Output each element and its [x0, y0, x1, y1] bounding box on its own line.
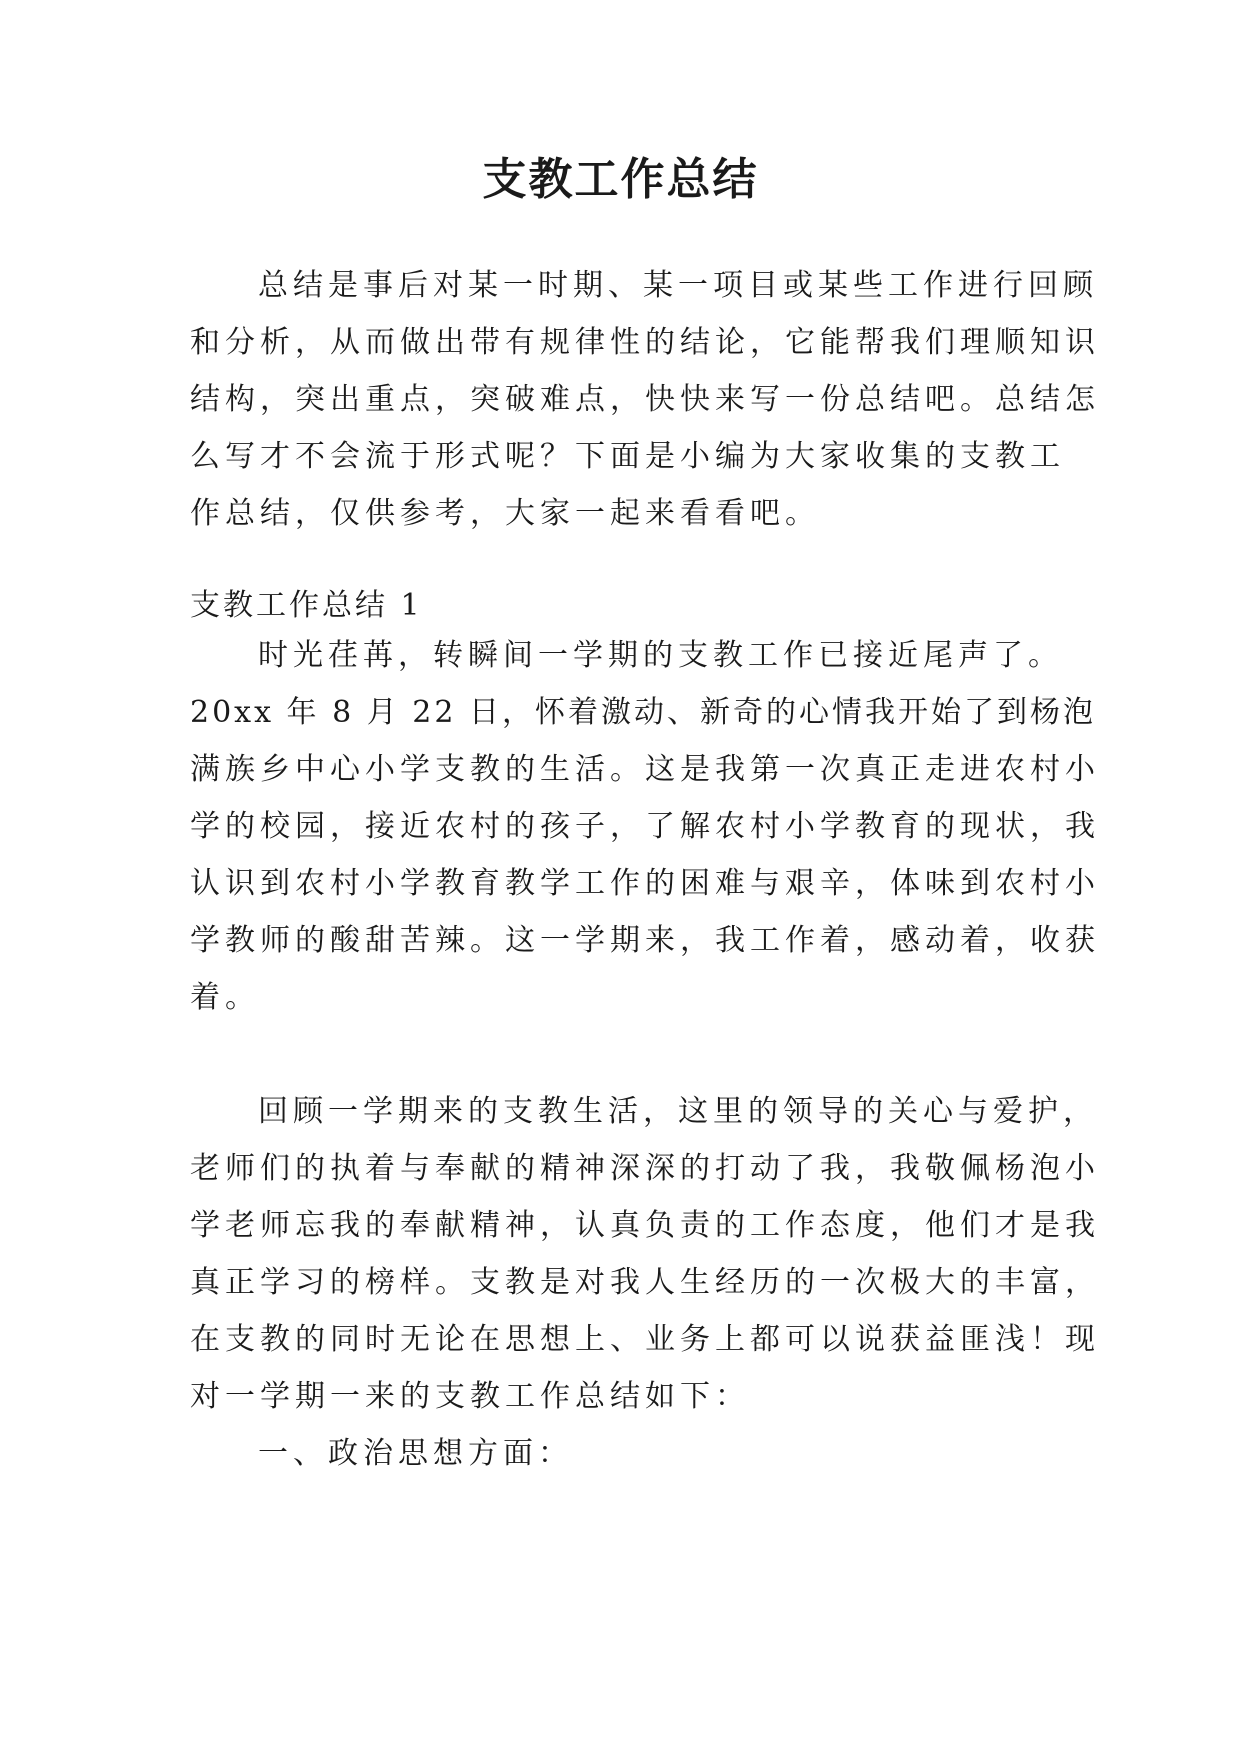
intro-line-5: 作总结，仅供参考，大家一起来看看吧。 — [190, 496, 820, 531]
section-line-4: 学的校园，接近农村的孩子，了解农村小学教育的现状，我 — [190, 809, 1100, 844]
review-line-3: 学老师忘我的奉献精神，认真负责的工作态度，他们才是我 — [190, 1208, 1100, 1243]
document-title: 支教工作总结 — [482, 154, 759, 205]
review-line-1: 回顾一学期来的支教生活，这里的领导的关心与爱护， — [258, 1094, 1098, 1129]
review-line-4: 真正学习的榜样。支教是对我人生经历的一次极大的丰富， — [190, 1265, 1100, 1300]
section-line-5: 认识到农村小学教育教学工作的困难与艰辛，体味到农村小 — [190, 866, 1100, 901]
review-line-6: 对一学期一来的支教工作总结如下： — [190, 1379, 750, 1414]
section-line-2: 20xx 年 8 月 22 日，怀着激动、新奇的心情我开始了到杨泡 — [190, 695, 1096, 730]
intro-line-1: 总结是事后对某一时期、某一项目或某些工作进行回顾 — [258, 268, 1098, 303]
intro-line-4: 么写才不会流于形式呢？下面是小编为大家收集的支教工 — [190, 439, 1065, 474]
intro-line-3: 结构，突出重点，突破难点，快快来写一份总结吧。总结怎 — [190, 382, 1100, 417]
section-line-1: 时光荏苒，转瞬间一学期的支教工作已接近尾声了。 — [258, 638, 1063, 673]
review-line-2: 老师们的执着与奉献的精神深深的打动了我，我敬佩杨泡小 — [190, 1151, 1100, 1186]
section-line-7: 着。 — [190, 980, 260, 1015]
section-line-3: 满族乡中心小学支教的生活。这是我第一次真正走进农村小 — [190, 752, 1100, 787]
review-line-5: 在支教的同时无论在思想上、业务上都可以说获益匪浅！现 — [190, 1322, 1100, 1357]
section-heading: 支教工作总结 1 — [190, 588, 423, 623]
subheading-politics: 一、政治思想方面： — [258, 1436, 573, 1471]
section-line-6: 学教师的酸甜苦辣。这一学期来，我工作着，感动着，收获 — [190, 923, 1100, 958]
intro-line-2: 和分析，从而做出带有规律性的结论，它能帮我们理顺知识 — [190, 325, 1100, 360]
